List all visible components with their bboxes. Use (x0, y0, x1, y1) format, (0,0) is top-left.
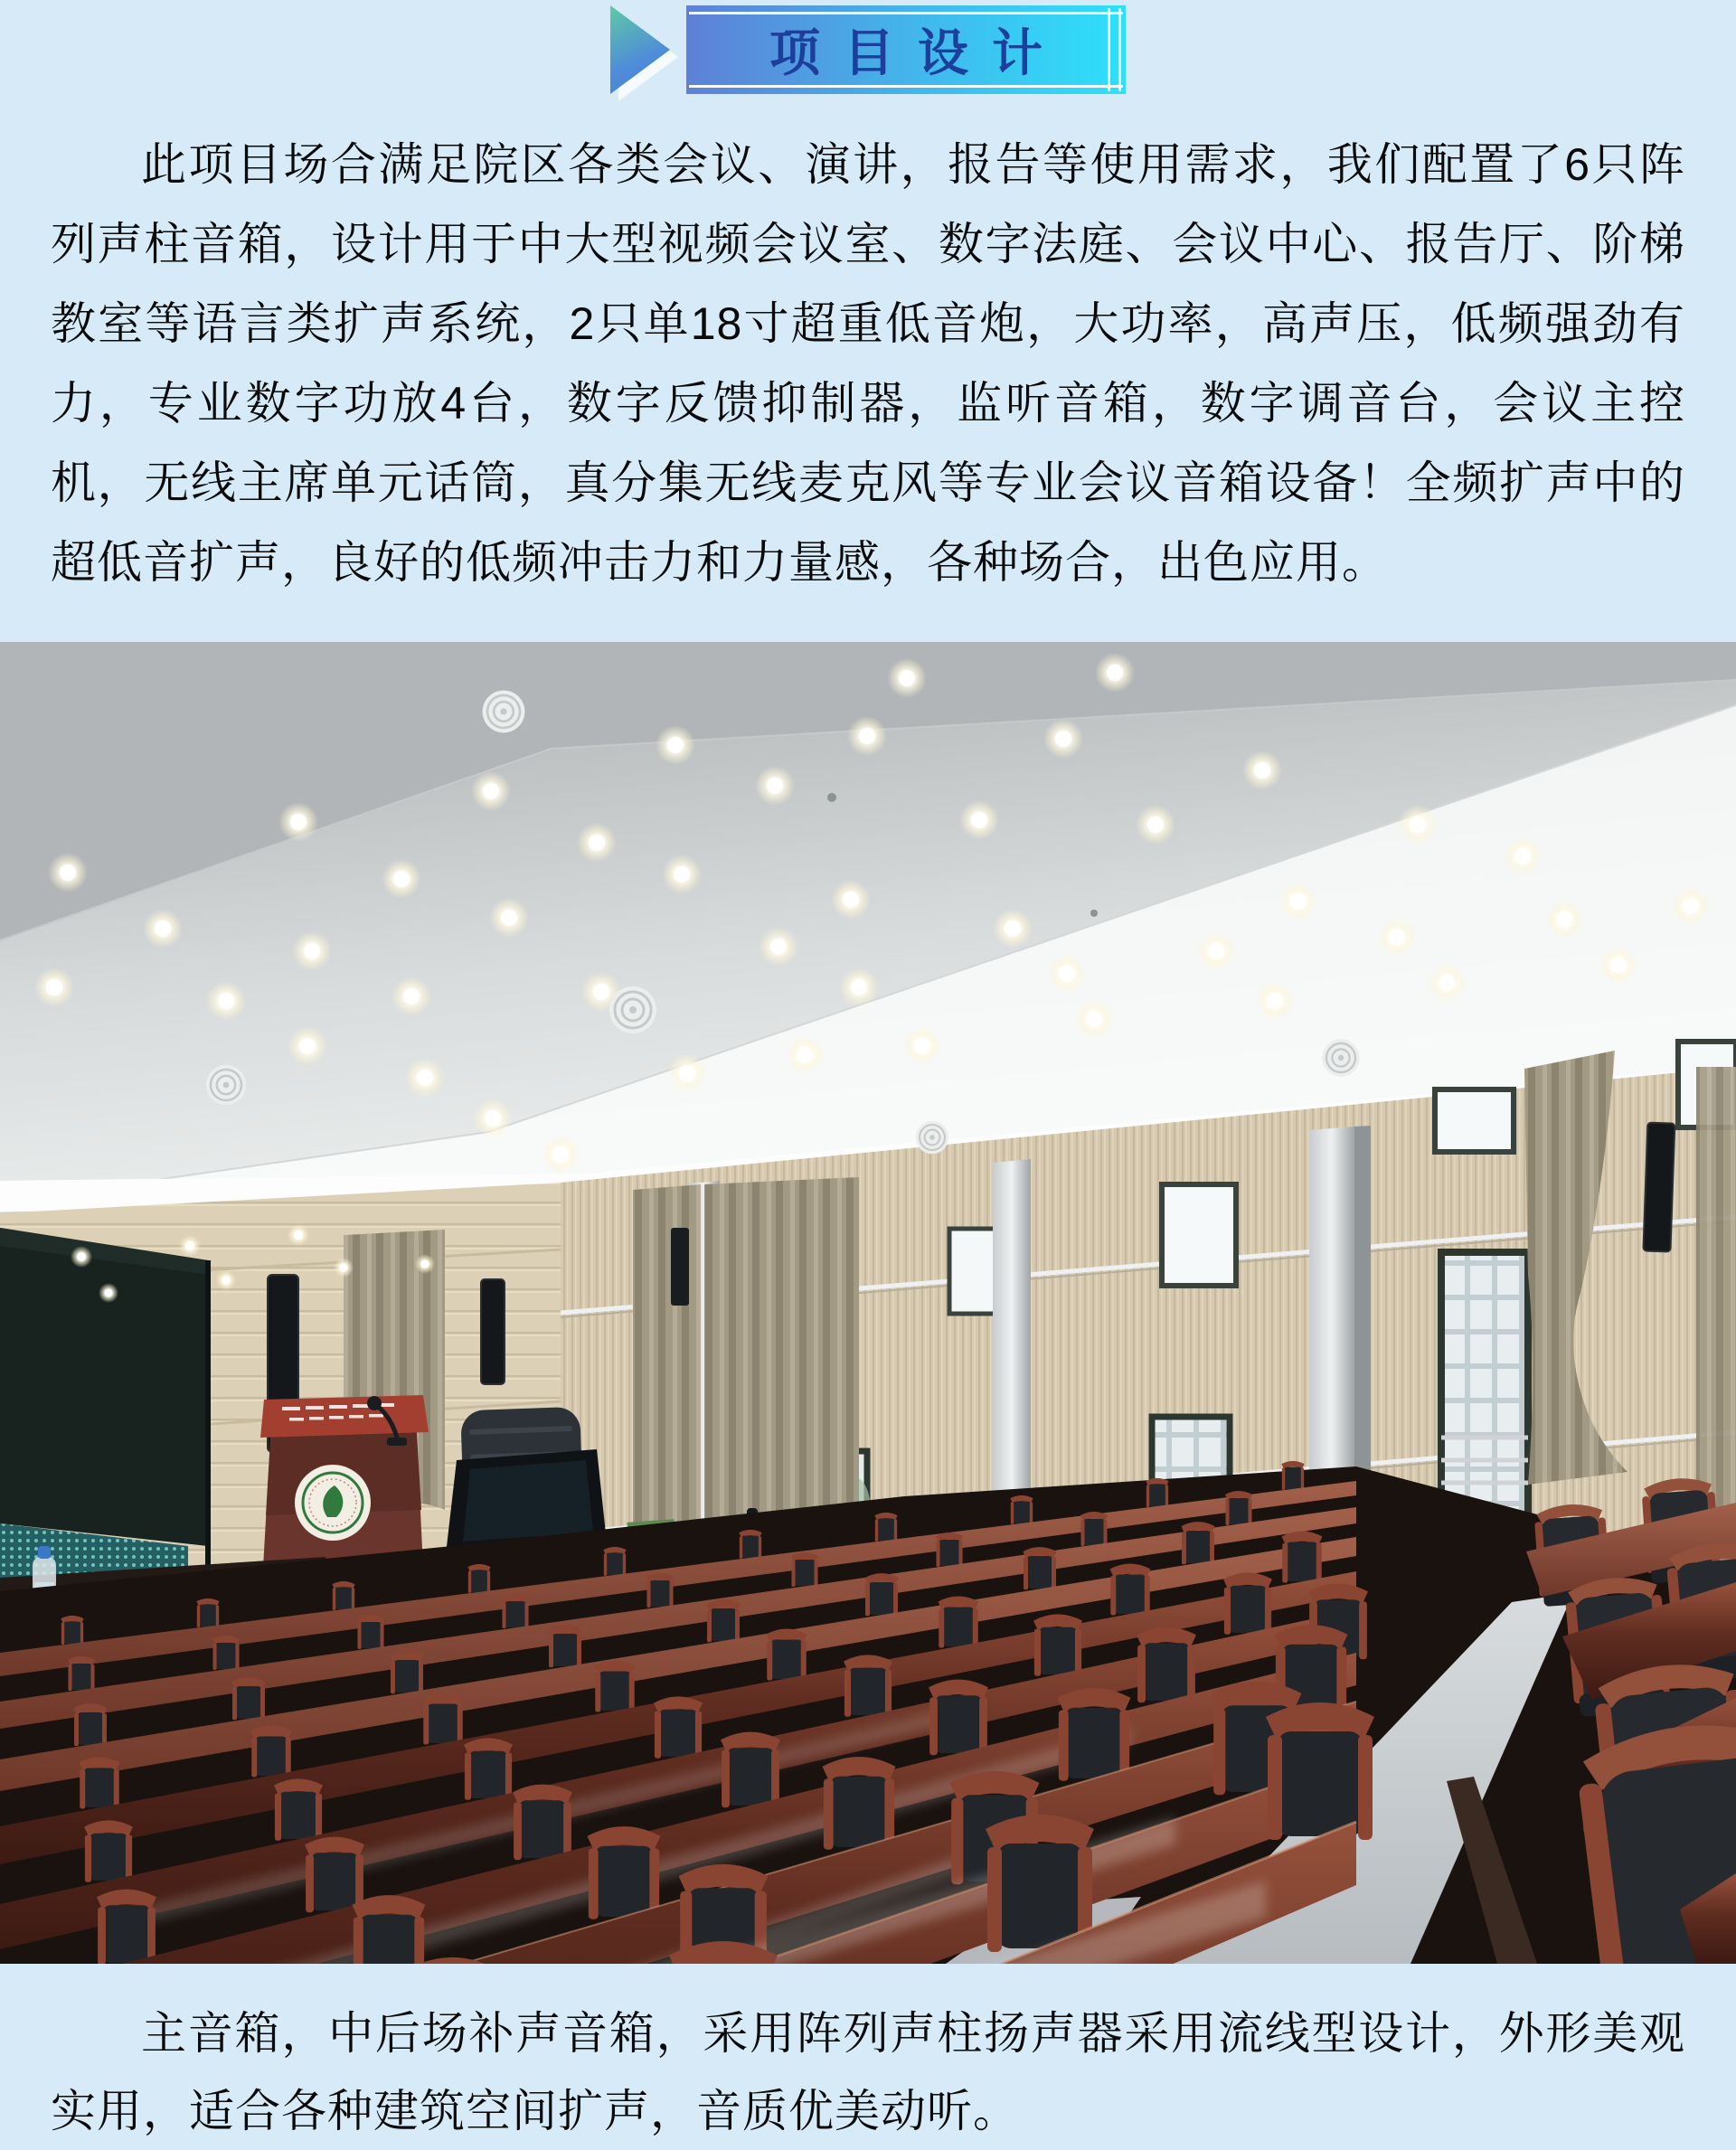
intro-paragraph: 此项目场合满足院区各类会议、演讲，报告等使用需求，我们配置了6只阵列声柱音箱，设计用于中大型视频会议室、数字法庭、会议中心、报告厅、阶梯教室等语言类扩声系统，2只单18寸超重低音炮，大功率，高声压，低频强劲有力，专业数字功放4台，数字反馈抑制器，监听音箱，数字调音台，会议主控机，无线主席单元话筒，真分集无线麦克风等专业会议音箱设备！全频扩声中的超低音扩声，良好的低频冲击力和力量感，各种场合，出色应用。 (51, 139, 1685, 588)
hall-photo (0, 642, 1736, 1964)
closing-paragraph: 主音箱，中后场补声音箱，采用阵列声柱扬声器采用流线型设计，外形美观实用，适合各种建筑空间扩声，音质优美动听。 (51, 2008, 1685, 2136)
podium-banner (260, 1395, 429, 1438)
page-title: 项目设计 (769, 24, 1066, 81)
podium-emblem (295, 1465, 371, 1541)
section-header (0, 0, 1736, 99)
column-speaker-left-2 (481, 1279, 505, 1384)
header-badge (686, 5, 1126, 94)
column-speaker-right (1643, 1123, 1675, 1252)
column-speaker-mid (671, 1228, 689, 1306)
header-badge-decor-lines (1118, 8, 1121, 91)
header-arrow-icon (610, 5, 670, 94)
